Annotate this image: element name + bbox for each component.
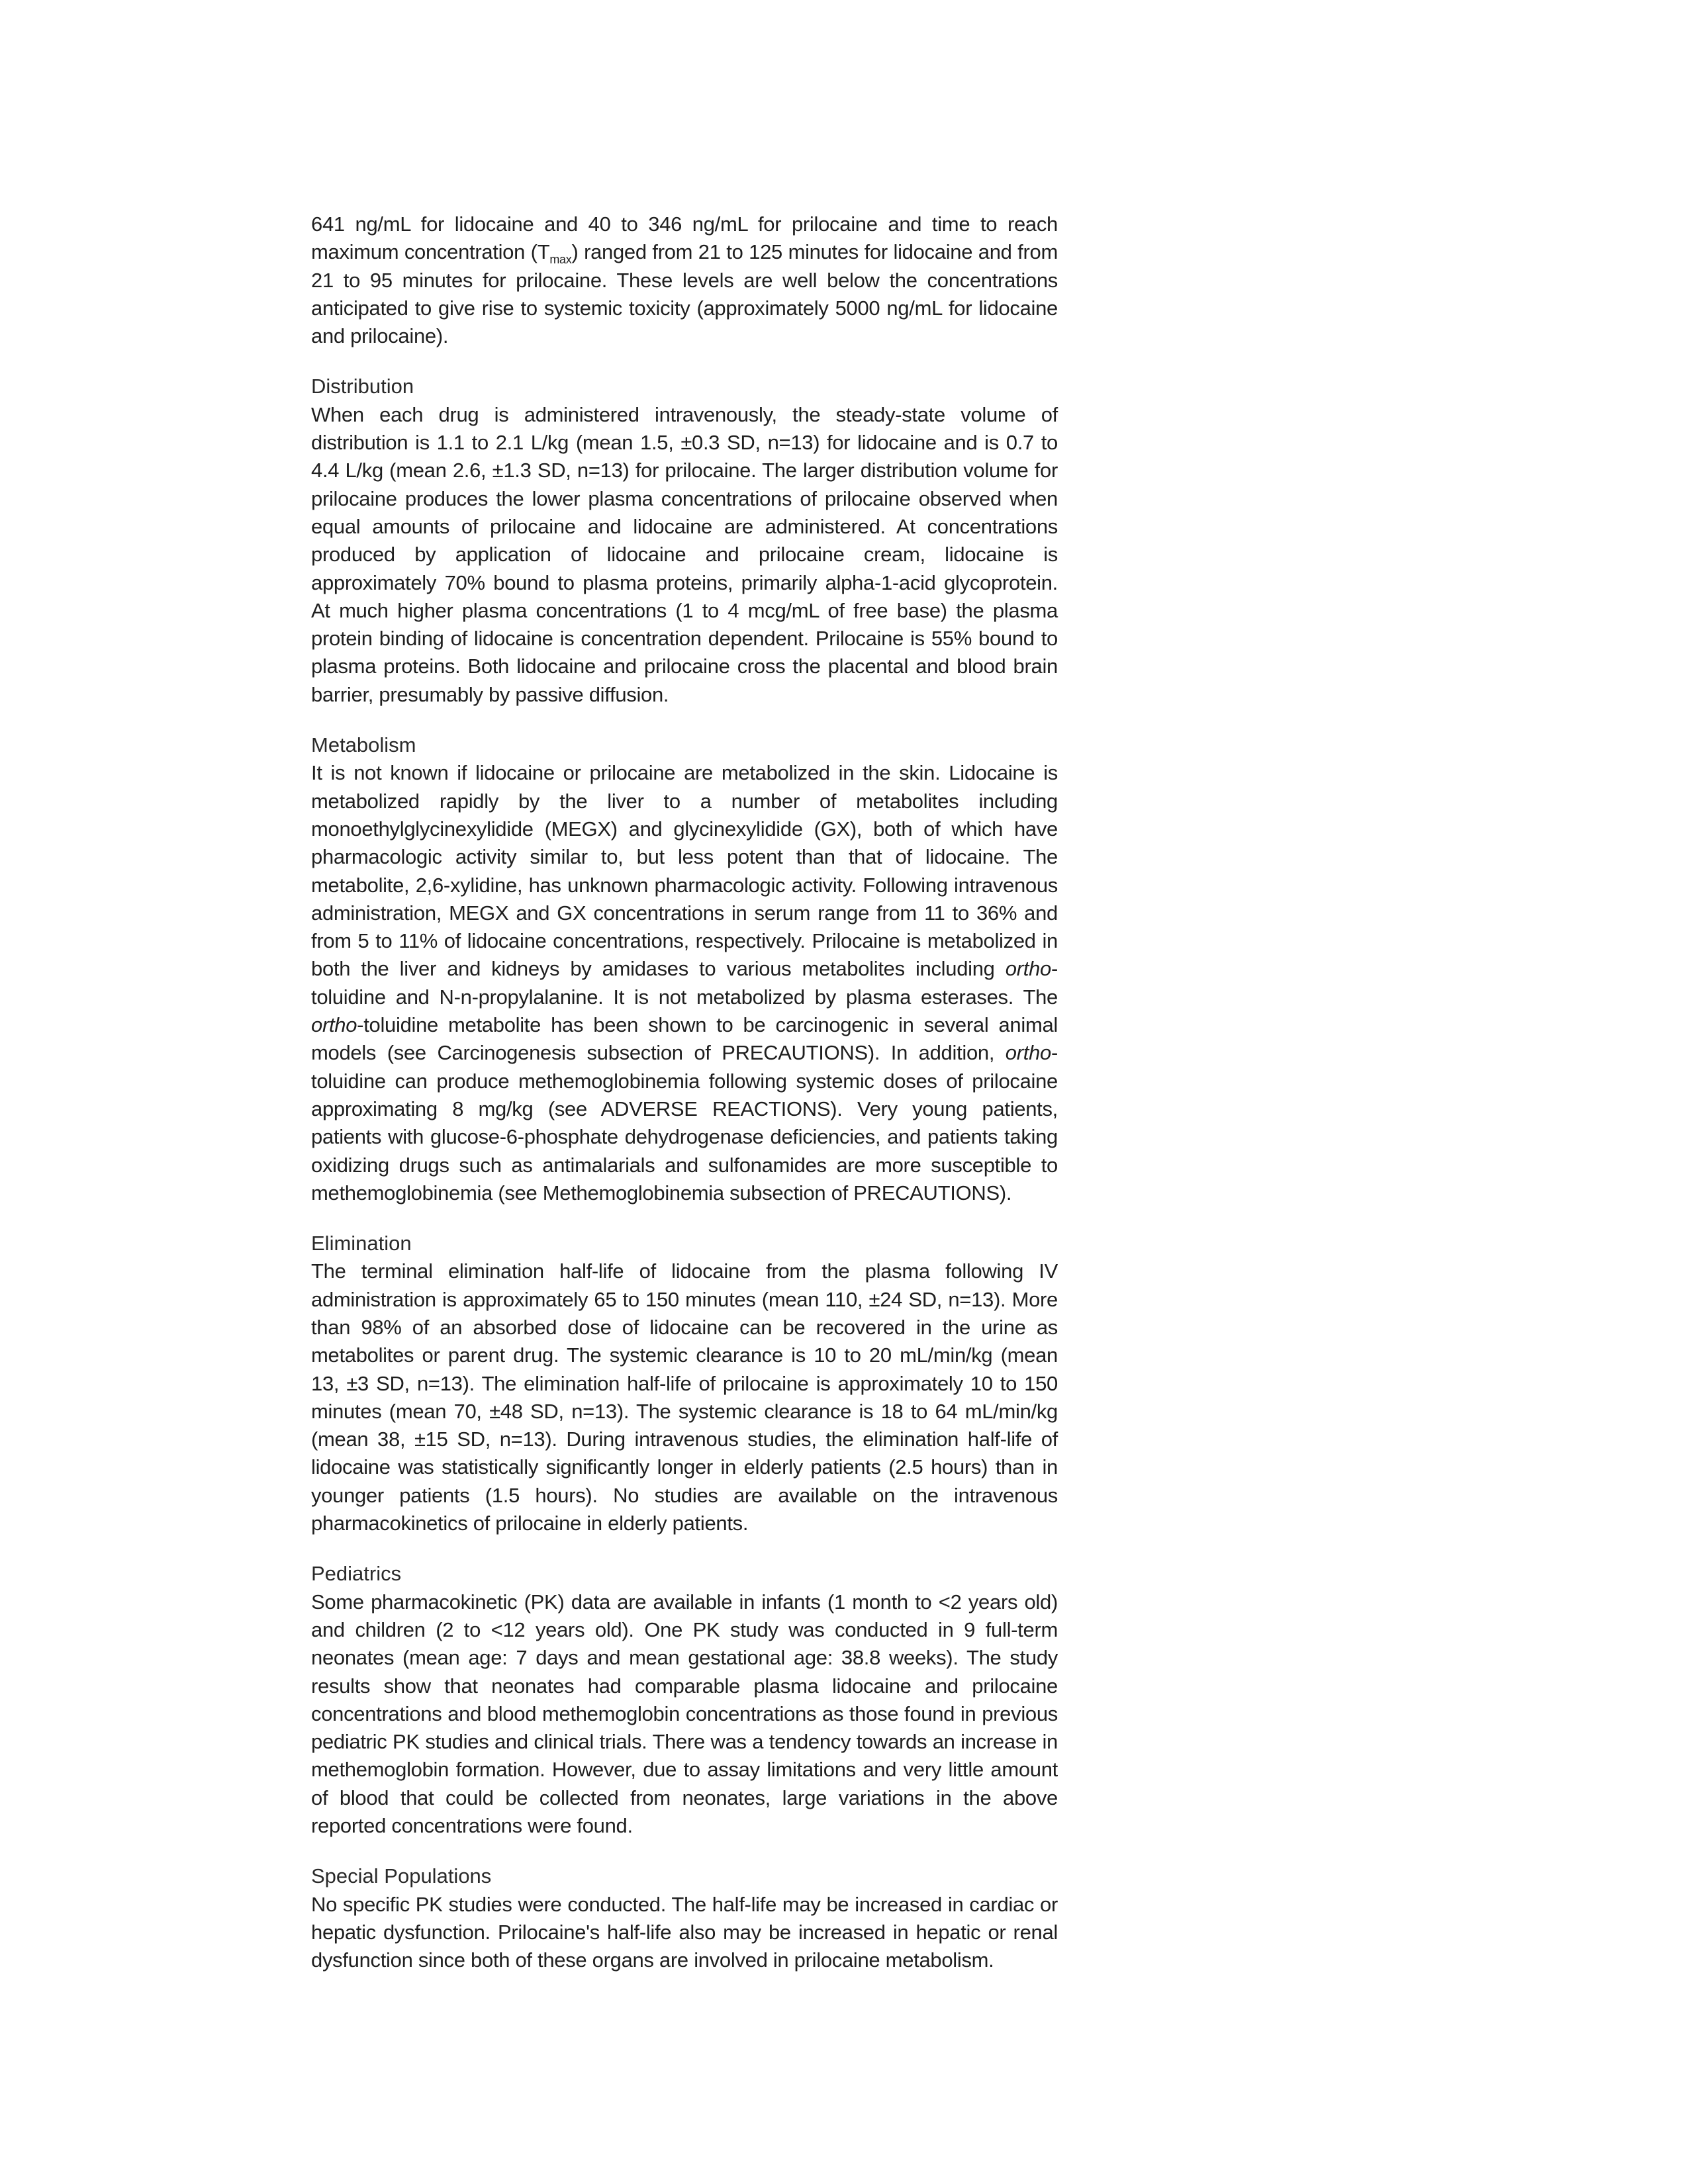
ortho-italic-3: ortho xyxy=(1005,1041,1051,1065)
metabolism-text-3: -toluidine metabolite has been shown to be carcinogenic in several animal models (see Carcinogenesis subsection of PRECAUTIONS). In addition, xyxy=(311,1013,1058,1065)
distribution-paragraph: When each drug is administered intravenously, the steady-state volume of distribution is 1.1 to 2.1 L/kg (mean 1.5, ±0.3 SD, n=13) for lidocaine and is 0.7 to 4.4 L/kg (mean 2.6, ±1.3 SD, n=13) for prilocaine. The larger distribution volume for prilocaine produces the lower plasma concentrations of prilocaine observed when equal amounts of prilocaine and lidocaine are administered. At concentrations produced by application of lidocaine and prilocaine cream, lidocaine is approximately 70% bound to plasma proteins, primarily alpha-1-acid glycoprotein. At much higher plasma concentrations (1 to 4 mcg/mL of free base) the plasma protein binding of lidocaine is concentration dependent. Prilocaine is 55% bound to plasma proteins. Both lidocaine and prilocaine cross the placental and blood brain barrier, presumably by passive diffusion. xyxy=(311,402,1058,706)
special-populations-section xyxy=(311,1862,1058,1974)
pediatrics-section xyxy=(311,1560,1058,1840)
ortho-italic-1: ortho xyxy=(1005,957,1051,981)
ortho-italic-2: ortho xyxy=(311,1013,357,1037)
pediatrics-heading: Pediatrics xyxy=(311,1562,402,1586)
distribution-heading: Distribution xyxy=(311,375,414,398)
tmax-subscript: max xyxy=(549,253,572,267)
special-populations-paragraph: No specific PK studies were conducted. The half-life may be increased in cardiac or hepatic dysfunction. Prilocaine's half-life also may be increased in hepatic or renal dysfunction since both of these organs are involved in prilocaine metabolism. xyxy=(311,1892,1058,1972)
special-populations-heading: Special Populations xyxy=(311,1864,492,1888)
metabolism-section xyxy=(311,731,1058,1207)
intro-section xyxy=(311,210,1058,350)
metabolism-heading: Metabolism xyxy=(311,733,416,757)
intro-text-1: 641 ng/mL for lidocaine and 40 to 346 ng/mL for prilocaine and time to reach maximum concentration (T xyxy=(311,212,1058,264)
metabolism-text-1: It is not known if lidocaine or prilocaine are metabolized in the skin. Lidocaine is metabolized rapidly by the liver to a number of metabolites including monoethylglycinexylidide (MEGX) and glycinexylidide (GX), both of which have pharmacologic activity similar to, but less potent than that of lidocaine. The metabolite, 2,6-xylidine, has unknown pharmacologic activity. Following intravenous administration, MEGX and GX concentrations in serum range from 11 to 36% and from 5 to 11% of lidocaine concentrations, respectively. Prilocaine is metabolized in both the liver and kidneys by amidases to various metabolites including xyxy=(311,761,1058,981)
metabolism-paragraph xyxy=(311,759,1058,1207)
document-body xyxy=(311,210,1058,1975)
pediatrics-paragraph: Some pharmacokinetic (PK) data are available in infants (1 month to <2 years old) and children (2 to <12 years old). One PK study was conducted in 9 full-term neonates (mean age: 7 days and mean gestational age: 38.8 weeks). The study results show that neonates had comparable plasma lidocaine and prilocaine concentrations and blood methemoglobin concentrations as those found in previous pediatric PK studies and clinical trials. There was a tendency towards an increase in methemoglobin formation. However, due to assay limitations and very little amount of blood that could be collected from neonates, large variations in the above reported concentrations were found. xyxy=(311,1590,1058,1838)
elimination-heading: Elimination xyxy=(311,1232,412,1255)
intro-text-2: ) ranged from 21 to 125 minutes for lidocaine and from 21 to 95 minutes for prilocaine. These levels are well below the concentrations anticipated to give rise to systemic toxicity (approximately 5000 ng/mL for lidocaine and prilocaine). xyxy=(311,240,1058,348)
elimination-section xyxy=(311,1230,1058,1537)
metabolism-text-2: -toluidine and N-n-propylalanine. It is not metabolized by plasma esterases. The xyxy=(311,957,1058,1009)
distribution-section xyxy=(311,373,1058,709)
metabolism-text-4: -toluidine can produce methemoglobinemia following systemic doses of prilocaine approximating 8 mg/kg (see ADVERSE REACTIONS). Very young patients, patients with glucose-6-phosphate dehydrogenase deficiencies, and patients taking oxidizing drugs such as antimalarials and sulfonamides are more susceptible to methemoglobinemia (see Methemoglobinemia subsection of PRECAUTIONS). xyxy=(311,1041,1058,1205)
elimination-paragraph: The terminal elimination half-life of lidocaine from the plasma following IV administration is approximately 65 to 150 minutes (mean 110, ±24 SD, n=13). More than 98% of an absorbed dose of lidocaine can be recovered in the urine as metabolites or parent drug. The systemic clearance is 10 to 20 mL/min/kg (mean 13, ±3 SD, n=13). The elimination half-life of prilocaine is approximately 10 to 150 minutes (mean 70, ±48 SD, n=13). The systemic clearance is 18 to 64 mL/min/kg (mean 38, ±15 SD, n=13). During intravenous studies, the elimination half-life of lidocaine was statistically significantly longer in elderly patients (2.5 hours) than in younger patients (1.5 hours). No studies are available on the intravenous pharmacokinetics of prilocaine in elderly patients. xyxy=(311,1259,1058,1535)
intro-paragraph xyxy=(311,210,1058,350)
